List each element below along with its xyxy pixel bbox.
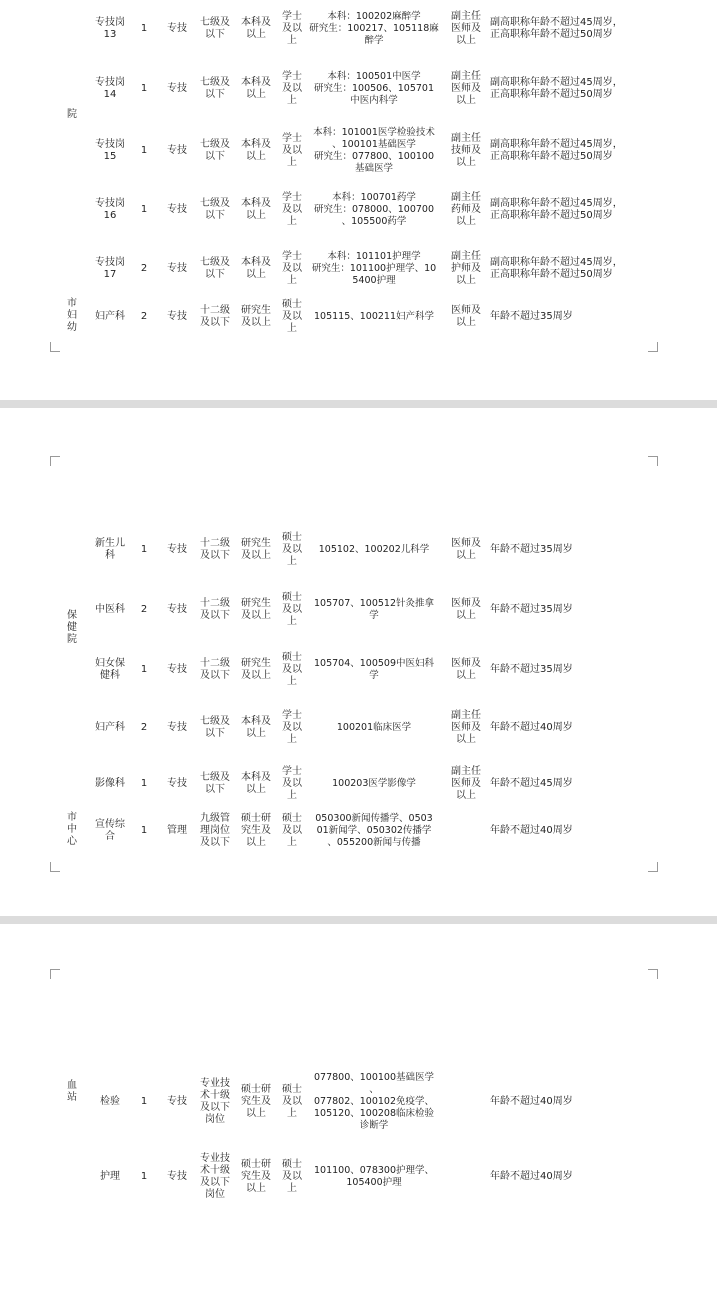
- unit-label: 血 站: [67, 1080, 77, 1103]
- unit-label: 保 健 院: [67, 610, 77, 645]
- cell-title: 副主任 护师及 以上: [451, 251, 481, 286]
- cell-pos: 专技岗 17: [95, 257, 125, 280]
- cell-pos: 专技岗 13: [95, 17, 125, 40]
- cell-note: 副高职称年龄不超过45周岁， 正高职称年龄不超过50周岁: [490, 77, 623, 100]
- cell-degree: 学士 及以 上: [282, 251, 302, 286]
- cell-title: 副主任 药师及 以上: [451, 192, 481, 227]
- cell-pos: 妇产科: [95, 722, 125, 733]
- cell-degree: 学士 及以 上: [282, 71, 302, 106]
- cell-num: 1: [140, 1171, 148, 1182]
- cell-degree: 硕士 及以 上: [282, 299, 302, 334]
- cell-major: 105115、100211妇产科学: [313, 311, 435, 322]
- cell-edu: 硕士研 究生及 以上: [241, 1084, 271, 1119]
- cell-major: 本科：101001医学检验技术 、100101基础医学 研究生：077800、100100 基础医学: [313, 127, 435, 174]
- cell-grade: 七级及 以下: [200, 77, 230, 100]
- cell-type: 专技: [167, 311, 187, 322]
- cell-major: 077800、100100基础医学 、 077802、100102免疫学、 105120、100208临床检验 诊断学: [313, 1072, 435, 1131]
- cell-major: 105707、100512针灸推拿 学: [313, 598, 435, 621]
- cell-edu: 本科及 以上: [241, 257, 271, 280]
- document-page-3: [0, 924, 717, 1289]
- cell-edu: 本科及 以上: [241, 139, 271, 162]
- cell-num: 2: [140, 311, 148, 322]
- cell-edu: 本科及 以上: [241, 77, 271, 100]
- cell-edu: 本科及 以上: [241, 772, 271, 795]
- cell-note: 年龄不超过35周岁: [490, 664, 573, 675]
- cell-pos: 检验: [100, 1096, 120, 1107]
- cell-pos: 妇女保 健科: [95, 658, 125, 681]
- cell-pos: 专技岗 15: [95, 139, 125, 162]
- cell-num: 1: [140, 83, 148, 94]
- cell-title: [444, 1144, 488, 1210]
- cell-note: 年龄不超过45周岁: [490, 778, 573, 789]
- cell-degree: 硕士 及以 上: [282, 592, 302, 627]
- cell-grade: 七级及 以下: [200, 198, 230, 221]
- cell-type: 管理: [167, 825, 187, 836]
- cell-major: 105704、100509中医妇科 学: [313, 658, 435, 681]
- cell-grade: 七级及 以下: [200, 139, 230, 162]
- cell-major: 本科：100501中医学 研究生：100506、105701 中医内科学: [313, 71, 435, 106]
- cell-grade: 七级及 以下: [200, 257, 230, 280]
- cell-major: 100203医学影像学: [332, 778, 416, 789]
- page-separator: [0, 916, 717, 924]
- cell-note: 副高职称年龄不超过45周岁， 正高职称年龄不超过50周岁: [490, 198, 623, 221]
- cell-title: 副主任 医师及 以上: [451, 71, 481, 106]
- cell-note: 副高职称年龄不超过45周岁， 正高职称年龄不超过50周岁: [490, 139, 623, 162]
- cell-note: 年龄不超过35周岁: [490, 604, 573, 615]
- cell-pos: 专技岗 14: [95, 77, 125, 100]
- cell-major: 本科：101101护理学 研究生：101100护理学、10 5400护理: [311, 251, 437, 286]
- cell-grade: 十二级 及以下: [200, 305, 230, 328]
- unit2-label: 市 妇 幼: [67, 298, 77, 333]
- page-corner-mark: [648, 862, 658, 872]
- cell-type: 专技: [167, 83, 187, 94]
- cell-major: 本科：100701药学 研究生：078000、100700 、105500药学: [313, 192, 435, 227]
- cell-edu: 本科及 以上: [241, 198, 271, 221]
- cell-type: 专技: [167, 145, 187, 156]
- cell-degree: 硕士 及以 上: [282, 652, 302, 687]
- cell-num: 1: [140, 204, 148, 215]
- cell-title: 医师及 以上: [451, 305, 481, 328]
- cell-note: 副高职称年龄不超过45周岁， 正高职称年龄不超过50周岁: [490, 257, 623, 280]
- cell-note: 副高职称年龄不超过45周岁， 正高职称年龄不超过50周岁: [490, 17, 623, 40]
- page-corner-mark: [50, 862, 60, 872]
- cell-type: 专技: [167, 23, 187, 34]
- cell-note: 年龄不超过35周岁: [490, 311, 573, 322]
- cell-type: 专技: [167, 544, 187, 555]
- cell-type: 专技: [167, 1171, 187, 1182]
- cell-pos: 妇产科: [95, 311, 125, 322]
- cell-title: 医师及 以上: [451, 658, 481, 681]
- cell-edu: 本科及 以上: [241, 17, 271, 40]
- cell-num: 1: [140, 664, 148, 675]
- cell-title: 医师及 以上: [451, 598, 481, 621]
- cell-num: 1: [140, 825, 148, 836]
- cell-edu: 硕士研 究生及 以上: [241, 813, 271, 848]
- cell-grade: 七级及 以下: [200, 17, 230, 40]
- cell-title: [444, 806, 488, 856]
- cell-num: 2: [140, 263, 148, 274]
- cell-major: 101100、078300护理学、 105400护理: [313, 1165, 435, 1188]
- cell-type: 专技: [167, 722, 187, 733]
- cell-num: 1: [140, 23, 148, 34]
- cell-num: 2: [140, 722, 148, 733]
- cell-grade: 专业技 术十级 及以下 岗位: [200, 1153, 230, 1200]
- cell-grade: 九级管 理岗位 及以下: [200, 813, 230, 848]
- cell-major: 050300新闻传播学、0503 01新闻学、050302传播学 、055200新闻与传播: [315, 813, 433, 848]
- cell-degree: 硕士 及以 上: [282, 1084, 302, 1119]
- cell-note: 年龄不超过40周岁: [490, 1096, 573, 1107]
- cell-pos: 宣传综 合: [95, 819, 125, 842]
- cell-degree: 学士 及以 上: [282, 710, 302, 745]
- unit-label: 院: [67, 109, 77, 120]
- cell-grade: 十二级 及以下: [200, 538, 230, 561]
- cell-type: 专技: [167, 604, 187, 615]
- cell-edu: 研究生 及以上: [241, 598, 271, 621]
- cell-title: 医师及 以上: [451, 538, 481, 561]
- cell-grade: 十二级 及以下: [200, 658, 230, 681]
- cell-num: 1: [140, 778, 148, 789]
- cell-major: 本科：100202麻醉学 研究生：100217、105118麻 醉学: [309, 11, 439, 46]
- cell-grade: 专业技 术十级 及以下 岗位: [200, 1078, 230, 1125]
- cell-num: 1: [140, 145, 148, 156]
- cell-num: 1: [140, 1096, 148, 1107]
- cell-type: 专技: [167, 263, 187, 274]
- cell-degree: 硕士 及以 上: [282, 1159, 302, 1194]
- page-corner-mark: [648, 342, 658, 352]
- cell-title: 副主任 医师及 以上: [451, 766, 481, 801]
- cell-pos: 影像科: [95, 778, 125, 789]
- cell-degree: 学士 及以 上: [282, 192, 302, 227]
- cell-degree: 学士 及以 上: [282, 133, 302, 168]
- cell-edu: 研究生 及以上: [241, 538, 271, 561]
- cell-note: 年龄不超过35周岁: [490, 544, 573, 555]
- page-corner-mark: [648, 969, 658, 979]
- page-corner-mark: [50, 969, 60, 979]
- cell-pos: 新生儿 科: [95, 538, 125, 561]
- cell-major: 105102、100202儿科学: [318, 544, 430, 555]
- cell-title: 副主任 医师及 以上: [451, 710, 481, 745]
- cell-pos: 专技岗 16: [95, 198, 125, 221]
- cell-num: 1: [140, 544, 148, 555]
- cell-edu: 本科及 以上: [241, 716, 271, 739]
- cell-num: 2: [140, 604, 148, 615]
- cell-degree: 学士 及以 上: [282, 11, 302, 46]
- cell-degree: 硕士 及以 上: [282, 532, 302, 567]
- cell-grade: 七级及 以下: [200, 716, 230, 739]
- cell-degree: 学士 及以 上: [282, 766, 302, 801]
- cell-pos: 护理: [100, 1171, 120, 1182]
- page-separator: [0, 400, 717, 408]
- cell-title: 副主任 医师及 以上: [451, 11, 481, 46]
- cell-edu: 研究生 及以上: [241, 305, 271, 328]
- cell-type: 专技: [167, 204, 187, 215]
- cell-edu: 研究生 及以上: [241, 658, 271, 681]
- page-corner-mark: [50, 456, 60, 466]
- page-corner-mark: [50, 342, 60, 352]
- cell-type: 专技: [167, 778, 187, 789]
- cell-note: 年龄不超过40周岁: [490, 1171, 573, 1182]
- cell-title: 副主任 技师及 以上: [451, 133, 481, 168]
- cell-grade: 十二级 及以下: [200, 598, 230, 621]
- cell-major: 100201临床医学: [336, 722, 412, 733]
- cell-note: 年龄不超过40周岁: [490, 722, 573, 733]
- cell-pos: 中医科: [95, 604, 125, 615]
- cell-note: 年龄不超过40周岁: [490, 825, 573, 836]
- cell-grade: 七级及 以下: [200, 772, 230, 795]
- cell-type: 专技: [167, 1096, 187, 1107]
- document-page-1: [0, 0, 717, 400]
- unit2-label: 市 中 心: [67, 812, 77, 847]
- cell-title: [444, 1060, 488, 1144]
- page-corner-mark: [648, 456, 658, 466]
- cell-degree: 硕士 及以 上: [282, 813, 302, 848]
- document-page-2: [0, 408, 717, 916]
- cell-type: 专技: [167, 664, 187, 675]
- cell-edu: 硕士研 究生及 以上: [241, 1159, 271, 1194]
